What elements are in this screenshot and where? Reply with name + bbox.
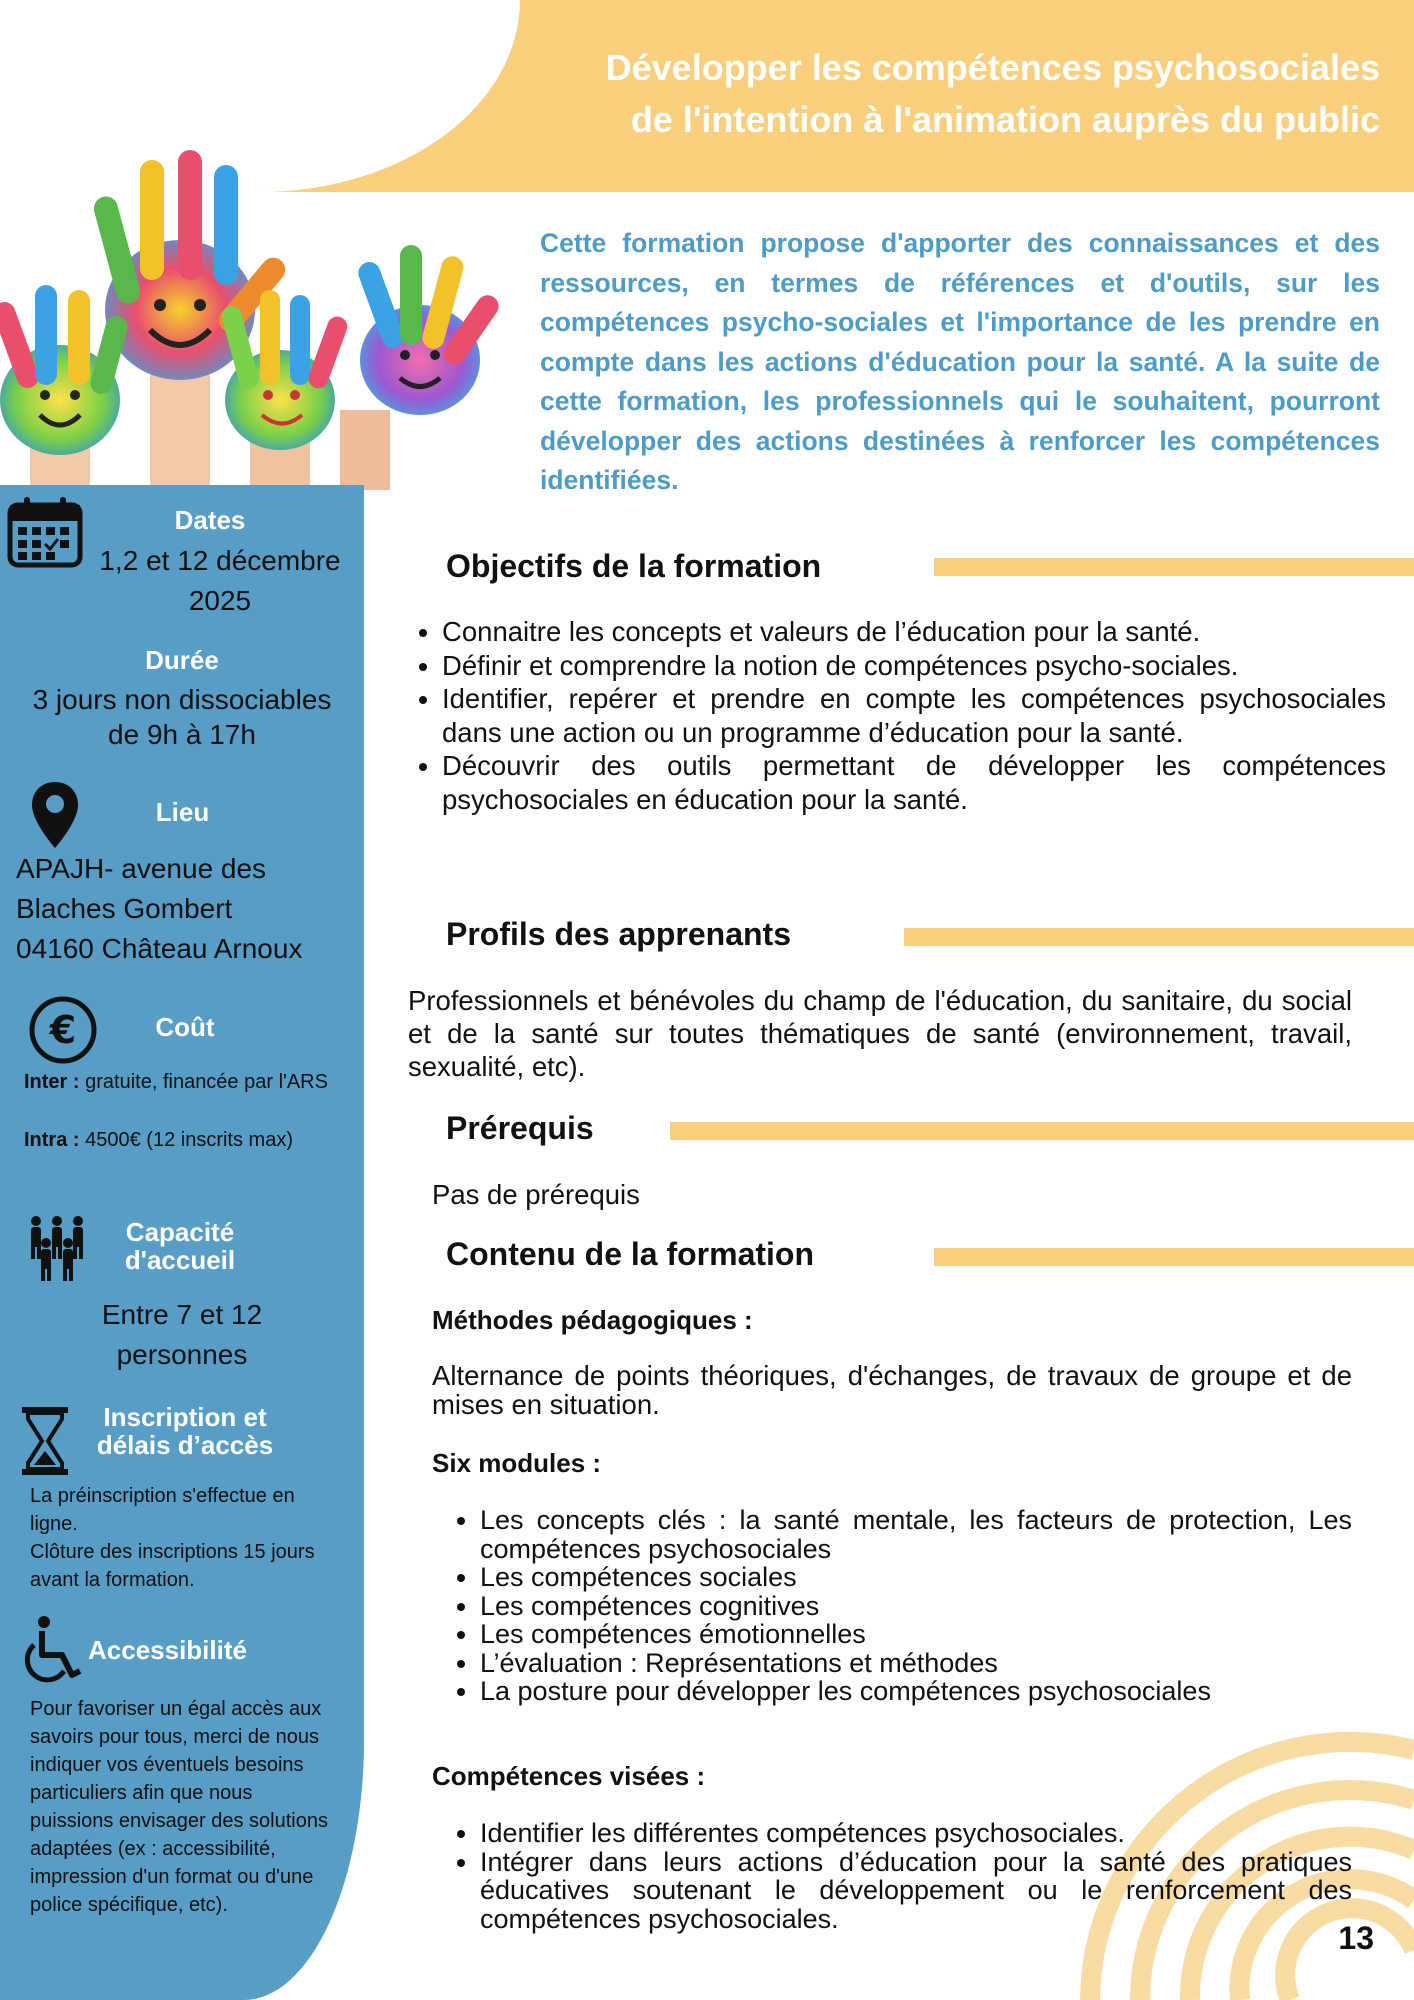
info-sidebar	[0, 485, 364, 2000]
dates-line-1: 1,2 et 12 décembre	[99, 545, 341, 576]
title-line-2: de l'intention à l'animation auprès du public	[630, 99, 1380, 140]
objectifs-list	[408, 615, 1386, 816]
prerequis-title: Prérequis	[446, 1110, 594, 1146]
capacite-label-line-1: Capacité	[125, 1217, 235, 1247]
objectifs-title: Objectifs de la formation	[446, 548, 822, 584]
modules-label: Six modules :	[432, 1448, 602, 1478]
contenu-title: Contenu de la formation	[446, 1236, 814, 1272]
page-number: 13	[1338, 1920, 1374, 1956]
cout-intra	[24, 1126, 350, 1154]
competences-label: Compétences visées :	[432, 1761, 706, 1791]
svg-text:€: €	[49, 1008, 77, 1052]
inscription-text-line-2: Clôture des inscriptions 15 jours avant la formation.	[30, 1541, 315, 1591]
euro-icon	[28, 995, 98, 1065]
dates-line-2: 2025	[188, 585, 252, 616]
list-item: • Identifier, repérer et prendre en compte les compétences psychosociales dans une action ou un programme d’éducation pour la santé.	[442, 682, 1386, 749]
duree-label: Durée	[145, 645, 219, 675]
accessibilite-text: Pour favoriser un égal accès aux savoirs pour tous, merci de nous indiquer vos éventuels besoins particuliers afin que nous puissions envisager des solutions adaptées (ex : accessibilité, impression d'un format ou d'une police spécifique, etc).	[30, 1698, 328, 1916]
page-title	[480, 42, 1380, 146]
profils-bar	[904, 928, 1414, 946]
inscription-label-line-2: délais d’accès	[96, 1430, 274, 1460]
cout-inter-text: gratuite, financée par l'ARS	[79, 1071, 328, 1093]
list-item: • Les compétences cognitives	[480, 1592, 1352, 1621]
list-item: • Identifier les différentes compétences psychosociales.	[480, 1819, 1352, 1848]
inscription-label-line-1: Inscription et	[103, 1402, 267, 1432]
modules-list	[432, 1506, 1352, 1706]
cout-label: Coût	[155, 1012, 215, 1042]
lieu-line-3: 04160 Château Arnoux	[16, 933, 303, 964]
hourglass-icon	[20, 1405, 70, 1477]
competences-list	[432, 1819, 1352, 1933]
list-item: • Connaitre les concepts et valeurs de l’éducation pour la santé.	[442, 615, 1386, 649]
capacite-label-line-2: d'accueil	[124, 1245, 236, 1275]
wheelchair-icon	[22, 1615, 84, 1685]
list-item: • Découvrir des outils permettant de développer les compétences psychosociales en éducation pour la santé.	[442, 749, 1386, 816]
people-group-icon	[22, 1213, 92, 1283]
methodes-text: Alternance de points théoriques, d'échanges, de travaux de groupe et de mises en situation.	[432, 1360, 1352, 1420]
list-item: • Les concepts clés : la santé mentale, les facteurs de protection, Les compétences psychosociales	[480, 1506, 1352, 1563]
methodes-label: Méthodes pédagogiques :	[432, 1305, 753, 1335]
profils-text: Professionnels et bénévoles du champ de l'éducation, du sanitaire, du social et de la santé sur toutes thématiques de santé (environnement, travail, sexualité, etc).	[408, 985, 1352, 1082]
inscription-text	[30, 1482, 330, 1594]
profils-title: Profils des apprenants	[446, 916, 791, 952]
dates-label: Dates	[174, 505, 246, 535]
lieu-line-1: APAJH- avenue des	[16, 853, 267, 884]
contenu-bar	[934, 1248, 1414, 1266]
lieu-label: Lieu	[155, 797, 210, 827]
list-item: • Intégrer dans leurs actions d’éducation pour la santé des pratiques éducatives soutenant le développement ou le renforcement des compétences psychosociales.	[480, 1848, 1352, 1934]
intro-paragraph: Cette formation propose d'apporter des connaissances et des ressources, en termes de références et d'outils, sur les compétences psycho-sociales et l'importance de les prendre en compte dans les actions d'éducation pour la santé. A la suite de cette formation, les professionnels qui le souhaitent, pourront développer des actions destinées à renforcer les compétences identifiées.	[540, 228, 1380, 495]
calendar-icon	[6, 495, 84, 569]
prerequis-text: Pas de prérequis	[432, 1179, 640, 1210]
list-item: • La posture pour développer les compétences psychosociales	[480, 1677, 1352, 1706]
capacite-line-2: personnes	[116, 1339, 248, 1370]
capacite-line-1: Entre 7 et 12	[101, 1299, 263, 1330]
list-item: • Définir et comprendre la notion de compétences psycho-sociales.	[442, 649, 1386, 683]
duree-line-2: de 9h à 17h	[108, 719, 256, 750]
list-item: • Les compétences sociales	[480, 1563, 1352, 1592]
objectifs-bar	[934, 558, 1414, 576]
cout-inter-label: Inter :	[24, 1071, 80, 1093]
cout-intra-label: Intra :	[24, 1129, 80, 1151]
lieu-line-2: Blaches Gombert	[16, 893, 233, 924]
painted-hands-image	[0, 110, 530, 490]
cout-intra-text: 4500€ (12 inscrits max)	[79, 1129, 293, 1151]
list-item: • L’évaluation : Représentations et méthodes	[480, 1649, 1352, 1678]
inscription-text-line-1: La préinscription s'effectue en ligne.	[30, 1485, 295, 1535]
location-pin-icon	[30, 780, 80, 850]
prerequis-bar	[670, 1122, 1414, 1140]
accessibilite-label: Accessibilité	[88, 1635, 247, 1665]
cout-inter	[24, 1068, 350, 1096]
title-line-1: Développer les compétences psychosociales	[605, 47, 1380, 88]
duree-line-1: 3 jours non dissociables	[32, 684, 332, 715]
list-item: • Les compétences émotionnelles	[480, 1620, 1352, 1649]
